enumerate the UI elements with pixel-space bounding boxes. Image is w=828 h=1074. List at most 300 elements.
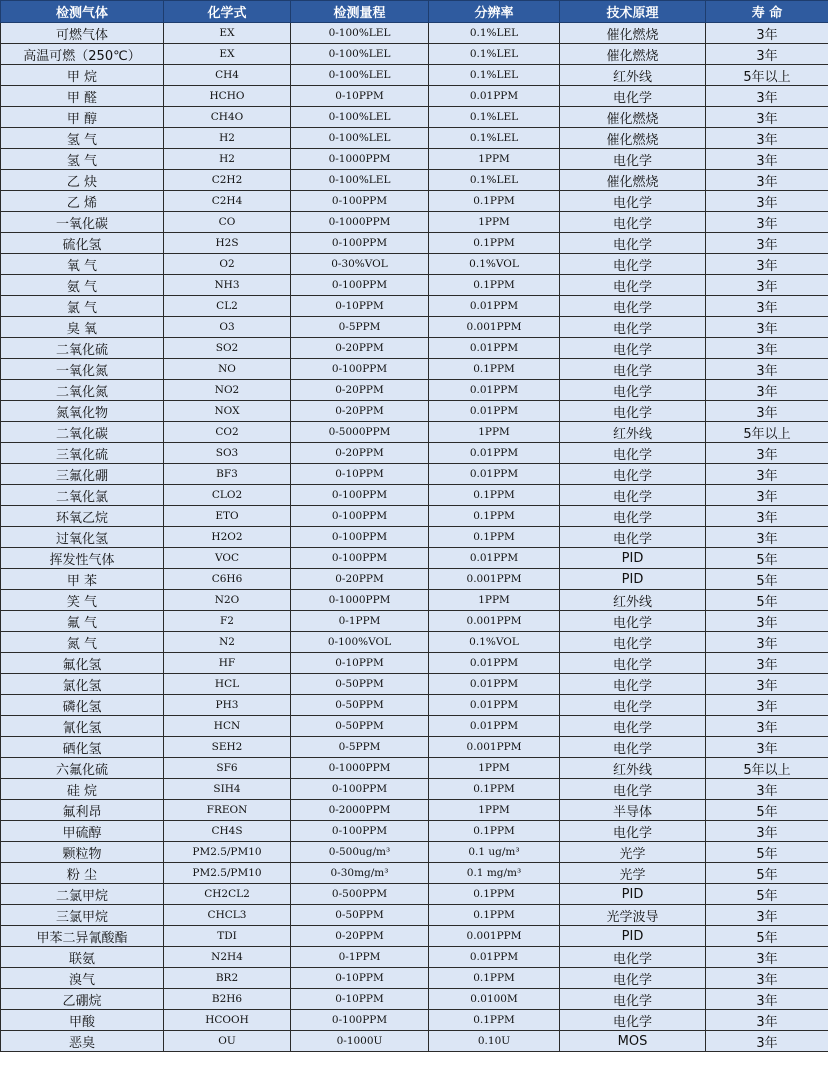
resolution-cell: 0.01PPM xyxy=(429,674,560,695)
gas-name-cell: 溴气 xyxy=(1,968,164,989)
principle-cell: 电化学 xyxy=(560,296,706,317)
formula-cell: CH2CL2 xyxy=(164,884,291,905)
lifespan-cell: 5年以上 xyxy=(706,422,828,443)
resolution-cell: 0.001PPM xyxy=(429,569,560,590)
table-row xyxy=(1,779,828,800)
gas-name-cell: 甲酸 xyxy=(1,1010,164,1031)
range-cell: 0-10PPM xyxy=(291,653,429,674)
header-row xyxy=(1,1,828,23)
range-cell: 0-5PPM xyxy=(291,317,429,338)
table-row xyxy=(1,968,828,989)
principle-cell: 催化燃烧 xyxy=(560,170,706,191)
formula-cell: CLO2 xyxy=(164,485,291,506)
range-cell: 0-1000PPM xyxy=(291,149,429,170)
lifespan-cell: 3年 xyxy=(706,821,828,842)
formula-cell: SO3 xyxy=(164,443,291,464)
resolution-cell: 0.1PPM xyxy=(429,359,560,380)
range-cell: 0-5PPM xyxy=(291,737,429,758)
gas-name-cell: 笑 气 xyxy=(1,590,164,611)
table-row xyxy=(1,107,828,128)
resolution-cell: 0.1%LEL xyxy=(429,44,560,65)
gas-name-cell: 粉 尘 xyxy=(1,863,164,884)
principle-cell: 电化学 xyxy=(560,968,706,989)
gas-name-cell: 甲 烷 xyxy=(1,65,164,86)
table-row xyxy=(1,884,828,905)
principle-cell: MOS xyxy=(560,1031,706,1052)
table-row xyxy=(1,275,828,296)
table-row xyxy=(1,842,828,863)
range-cell: 0-1PPM xyxy=(291,611,429,632)
formula-cell: PH3 xyxy=(164,695,291,716)
formula-cell: CHCL3 xyxy=(164,905,291,926)
gas-name-cell: 二氯甲烷 xyxy=(1,884,164,905)
lifespan-cell: 5年 xyxy=(706,569,828,590)
range-cell: 0-100PPM xyxy=(291,485,429,506)
principle-cell: 电化学 xyxy=(560,779,706,800)
range-cell: 0-30mg/m³ xyxy=(291,863,429,884)
resolution-cell: 0.1PPM xyxy=(429,233,560,254)
lifespan-cell: 5年 xyxy=(706,884,828,905)
principle-cell: 电化学 xyxy=(560,380,706,401)
gas-name-cell: 乙 烯 xyxy=(1,191,164,212)
principle-cell: 电化学 xyxy=(560,149,706,170)
table-row xyxy=(1,821,828,842)
gas-name-cell: 恶臭 xyxy=(1,1031,164,1052)
table-row xyxy=(1,674,828,695)
header-range: 检测量程 xyxy=(291,1,429,23)
gas-name-cell: 氮 气 xyxy=(1,632,164,653)
table-body xyxy=(1,23,828,1052)
lifespan-cell: 5年 xyxy=(706,863,828,884)
formula-cell: N2 xyxy=(164,632,291,653)
principle-cell: 光学波导 xyxy=(560,905,706,926)
lifespan-cell: 3年 xyxy=(706,653,828,674)
range-cell: 0-100%LEL xyxy=(291,23,429,44)
lifespan-cell: 3年 xyxy=(706,1031,828,1052)
resolution-cell: 0.0100M xyxy=(429,989,560,1010)
lifespan-cell: 5年以上 xyxy=(706,65,828,86)
range-cell: 0-50PPM xyxy=(291,674,429,695)
principle-cell: 电化学 xyxy=(560,443,706,464)
lifespan-cell: 5年 xyxy=(706,842,828,863)
lifespan-cell: 3年 xyxy=(706,506,828,527)
lifespan-cell: 3年 xyxy=(706,107,828,128)
resolution-cell: 0.1%LEL xyxy=(429,23,560,44)
range-cell: 0-20PPM xyxy=(291,569,429,590)
gas-name-cell: 甲苯二异氰酸酯 xyxy=(1,926,164,947)
gas-name-cell: 硅 烷 xyxy=(1,779,164,800)
table-row xyxy=(1,23,828,44)
principle-cell: 电化学 xyxy=(560,338,706,359)
resolution-cell: 0.1%LEL xyxy=(429,65,560,86)
resolution-cell: 0.001PPM xyxy=(429,737,560,758)
lifespan-cell: 3年 xyxy=(706,632,828,653)
principle-cell: 半导体 xyxy=(560,800,706,821)
header-gas: 检测气体 xyxy=(1,1,164,23)
gas-name-cell: 二氧化氮 xyxy=(1,380,164,401)
lifespan-cell: 3年 xyxy=(706,737,828,758)
lifespan-cell: 3年 xyxy=(706,716,828,737)
resolution-cell: 0.01PPM xyxy=(429,464,560,485)
table-row xyxy=(1,338,828,359)
gas-name-cell: 乙硼烷 xyxy=(1,989,164,1010)
principle-cell: 电化学 xyxy=(560,674,706,695)
principle-cell: 电化学 xyxy=(560,611,706,632)
table-row xyxy=(1,758,828,779)
formula-cell: SO2 xyxy=(164,338,291,359)
table-row xyxy=(1,380,828,401)
resolution-cell: 0.1PPM xyxy=(429,779,560,800)
range-cell: 0-500PPM xyxy=(291,884,429,905)
table-row xyxy=(1,65,828,86)
lifespan-cell: 3年 xyxy=(706,44,828,65)
gas-name-cell: 挥发性气体 xyxy=(1,548,164,569)
range-cell: 0-100PPM xyxy=(291,233,429,254)
principle-cell: 电化学 xyxy=(560,359,706,380)
range-cell: 0-20PPM xyxy=(291,338,429,359)
lifespan-cell: 3年 xyxy=(706,338,828,359)
gas-name-cell: 三氧化硫 xyxy=(1,443,164,464)
formula-cell: H2 xyxy=(164,128,291,149)
lifespan-cell: 3年 xyxy=(706,989,828,1010)
resolution-cell: 0.01PPM xyxy=(429,695,560,716)
lifespan-cell: 3年 xyxy=(706,23,828,44)
table-row xyxy=(1,737,828,758)
formula-cell: F2 xyxy=(164,611,291,632)
lifespan-cell: 3年 xyxy=(706,86,828,107)
principle-cell: 电化学 xyxy=(560,275,706,296)
range-cell: 0-1000PPM xyxy=(291,758,429,779)
lifespan-cell: 5年 xyxy=(706,590,828,611)
gas-name-cell: 二氧化氯 xyxy=(1,485,164,506)
resolution-cell: 0.01PPM xyxy=(429,548,560,569)
formula-cell: PM2.5/PM10 xyxy=(164,842,291,863)
range-cell: 0-10PPM xyxy=(291,464,429,485)
gas-name-cell: 臭 氧 xyxy=(1,317,164,338)
principle-cell: 电化学 xyxy=(560,632,706,653)
formula-cell: H2O2 xyxy=(164,527,291,548)
lifespan-cell: 3年 xyxy=(706,947,828,968)
table-row xyxy=(1,233,828,254)
formula-cell: CL2 xyxy=(164,296,291,317)
lifespan-cell: 3年 xyxy=(706,296,828,317)
resolution-cell: 0.01PPM xyxy=(429,296,560,317)
range-cell: 0-100%LEL xyxy=(291,170,429,191)
table-row xyxy=(1,317,828,338)
lifespan-cell: 3年 xyxy=(706,401,828,422)
lifespan-cell: 3年 xyxy=(706,212,828,233)
resolution-cell: 0.1 mg/m³ xyxy=(429,863,560,884)
range-cell: 0-1000PPM xyxy=(291,590,429,611)
header-lifespan: 寿 命 xyxy=(706,1,828,23)
gas-name-cell: 过氧化氢 xyxy=(1,527,164,548)
resolution-cell: 0.1%LEL xyxy=(429,128,560,149)
lifespan-cell: 3年 xyxy=(706,191,828,212)
resolution-cell: 0.1%VOL xyxy=(429,254,560,275)
resolution-cell: 1PPM xyxy=(429,800,560,821)
lifespan-cell: 3年 xyxy=(706,464,828,485)
table-row xyxy=(1,1010,828,1031)
range-cell: 0-100PPM xyxy=(291,359,429,380)
principle-cell: 电化学 xyxy=(560,653,706,674)
table-row xyxy=(1,359,828,380)
principle-cell: 电化学 xyxy=(560,947,706,968)
formula-cell: HCHO xyxy=(164,86,291,107)
resolution-cell: 0.001PPM xyxy=(429,611,560,632)
header-principle: 技术原理 xyxy=(560,1,706,23)
table-row xyxy=(1,926,828,947)
table-row xyxy=(1,212,828,233)
table-row xyxy=(1,296,828,317)
range-cell: 0-20PPM xyxy=(291,380,429,401)
principle-cell: PID xyxy=(560,569,706,590)
resolution-cell: 0.1PPM xyxy=(429,485,560,506)
principle-cell: 电化学 xyxy=(560,254,706,275)
formula-cell: CO2 xyxy=(164,422,291,443)
table-row xyxy=(1,611,828,632)
table-row xyxy=(1,443,828,464)
resolution-cell: 0.01PPM xyxy=(429,443,560,464)
formula-cell: HF xyxy=(164,653,291,674)
principle-cell: 电化学 xyxy=(560,233,706,254)
gas-name-cell: 氟化氢 xyxy=(1,653,164,674)
table-row xyxy=(1,548,828,569)
resolution-cell: 0.01PPM xyxy=(429,86,560,107)
resolution-cell: 0.1PPM xyxy=(429,968,560,989)
principle-cell: 电化学 xyxy=(560,989,706,1010)
table-row xyxy=(1,254,828,275)
principle-cell: 电化学 xyxy=(560,464,706,485)
table-row xyxy=(1,527,828,548)
table-row xyxy=(1,485,828,506)
formula-cell: CO xyxy=(164,212,291,233)
resolution-cell: 0.01PPM xyxy=(429,716,560,737)
principle-cell: 催化燃烧 xyxy=(560,23,706,44)
principle-cell: 催化燃烧 xyxy=(560,107,706,128)
principle-cell: 电化学 xyxy=(560,317,706,338)
range-cell: 0-100PPM xyxy=(291,275,429,296)
lifespan-cell: 3年 xyxy=(706,380,828,401)
range-cell: 0-100PPM xyxy=(291,506,429,527)
principle-cell: PID xyxy=(560,884,706,905)
lifespan-cell: 5年 xyxy=(706,548,828,569)
formula-cell: N2O xyxy=(164,590,291,611)
principle-cell: 电化学 xyxy=(560,86,706,107)
range-cell: 0-10PPM xyxy=(291,86,429,107)
formula-cell: CH4S xyxy=(164,821,291,842)
table-header xyxy=(1,1,828,23)
range-cell: 0-100PPM xyxy=(291,779,429,800)
range-cell: 0-100PPM xyxy=(291,548,429,569)
gas-name-cell: 乙 炔 xyxy=(1,170,164,191)
resolution-cell: 0.1PPM xyxy=(429,821,560,842)
resolution-cell: 0.1%LEL xyxy=(429,107,560,128)
range-cell: 0-100%LEL xyxy=(291,107,429,128)
formula-cell: HCOOH xyxy=(164,1010,291,1031)
resolution-cell: 0.1 ug/m³ xyxy=(429,842,560,863)
resolution-cell: 0.10U xyxy=(429,1031,560,1052)
table-row xyxy=(1,170,828,191)
resolution-cell: 0.001PPM xyxy=(429,926,560,947)
gas-name-cell: 硒化氢 xyxy=(1,737,164,758)
table-row xyxy=(1,422,828,443)
lifespan-cell: 3年 xyxy=(706,674,828,695)
formula-cell: BR2 xyxy=(164,968,291,989)
resolution-cell: 0.01PPM xyxy=(429,401,560,422)
table-row xyxy=(1,401,828,422)
formula-cell: HCN xyxy=(164,716,291,737)
principle-cell: 电化学 xyxy=(560,212,706,233)
lifespan-cell: 3年 xyxy=(706,905,828,926)
principle-cell: 光学 xyxy=(560,842,706,863)
gas-name-cell: 三氟化硼 xyxy=(1,464,164,485)
table-row xyxy=(1,590,828,611)
table-row xyxy=(1,149,828,170)
formula-cell: NH3 xyxy=(164,275,291,296)
gas-name-cell: 三氯甲烷 xyxy=(1,905,164,926)
gas-name-cell: 氰化氢 xyxy=(1,716,164,737)
gas-name-cell: 氟 气 xyxy=(1,611,164,632)
formula-cell: EX xyxy=(164,44,291,65)
formula-cell: BF3 xyxy=(164,464,291,485)
principle-cell: PID xyxy=(560,548,706,569)
resolution-cell: 0.01PPM xyxy=(429,653,560,674)
range-cell: 0-50PPM xyxy=(291,905,429,926)
range-cell: 0-20PPM xyxy=(291,926,429,947)
principle-cell: 电化学 xyxy=(560,191,706,212)
formula-cell: CH4 xyxy=(164,65,291,86)
table-row xyxy=(1,863,828,884)
principle-cell: 红外线 xyxy=(560,422,706,443)
principle-cell: 光学 xyxy=(560,863,706,884)
gas-name-cell: 氯化氢 xyxy=(1,674,164,695)
range-cell: 0-100PPM xyxy=(291,1010,429,1031)
formula-cell: HCL xyxy=(164,674,291,695)
formula-cell: NO2 xyxy=(164,380,291,401)
resolution-cell: 0.1%LEL xyxy=(429,170,560,191)
table-row xyxy=(1,947,828,968)
resolution-cell: 0.01PPM xyxy=(429,338,560,359)
table-row xyxy=(1,800,828,821)
lifespan-cell: 3年 xyxy=(706,527,828,548)
lifespan-cell: 3年 xyxy=(706,1010,828,1031)
gas-name-cell: 磷化氢 xyxy=(1,695,164,716)
gas-name-cell: 氢 气 xyxy=(1,128,164,149)
range-cell: 0-100%VOL xyxy=(291,632,429,653)
resolution-cell: 0.1%VOL xyxy=(429,632,560,653)
gas-name-cell: 高温可燃（250℃） xyxy=(1,44,164,65)
table-row xyxy=(1,653,828,674)
resolution-cell: 0.01PPM xyxy=(429,947,560,968)
gas-name-cell: 颗粒物 xyxy=(1,842,164,863)
lifespan-cell: 3年 xyxy=(706,359,828,380)
principle-cell: 催化燃烧 xyxy=(560,44,706,65)
resolution-cell: 0.1PPM xyxy=(429,884,560,905)
resolution-cell: 1PPM xyxy=(429,590,560,611)
range-cell: 0-10PPM xyxy=(291,989,429,1010)
formula-cell: B2H6 xyxy=(164,989,291,1010)
formula-cell: O2 xyxy=(164,254,291,275)
formula-cell: NOX xyxy=(164,401,291,422)
lifespan-cell: 3年 xyxy=(706,128,828,149)
range-cell: 0-2000PPM xyxy=(291,800,429,821)
principle-cell: 催化燃烧 xyxy=(560,128,706,149)
resolution-cell: 0.1PPM xyxy=(429,275,560,296)
principle-cell: 电化学 xyxy=(560,695,706,716)
resolution-cell: 0.1PPM xyxy=(429,506,560,527)
gas-name-cell: 可燃气体 xyxy=(1,23,164,44)
principle-cell: 电化学 xyxy=(560,821,706,842)
range-cell: 0-1000PPM xyxy=(291,212,429,233)
formula-cell: SIH4 xyxy=(164,779,291,800)
resolution-cell: 0.1PPM xyxy=(429,191,560,212)
gas-name-cell: 氧 气 xyxy=(1,254,164,275)
gas-name-cell: 氟利昂 xyxy=(1,800,164,821)
formula-cell: TDI xyxy=(164,926,291,947)
principle-cell: 电化学 xyxy=(560,506,706,527)
lifespan-cell: 3年 xyxy=(706,968,828,989)
table-row xyxy=(1,506,828,527)
range-cell: 0-100%LEL xyxy=(291,128,429,149)
range-cell: 0-30%VOL xyxy=(291,254,429,275)
header-resolution: 分辨率 xyxy=(429,1,560,23)
formula-cell: H2S xyxy=(164,233,291,254)
principle-cell: 电化学 xyxy=(560,401,706,422)
gas-name-cell: 硫化氢 xyxy=(1,233,164,254)
principle-cell: 红外线 xyxy=(560,65,706,86)
gas-name-cell: 氯 气 xyxy=(1,296,164,317)
table-row xyxy=(1,632,828,653)
table-row xyxy=(1,989,828,1010)
resolution-cell: 0.1PPM xyxy=(429,1010,560,1031)
formula-cell: CH4O xyxy=(164,107,291,128)
table-row xyxy=(1,464,828,485)
gas-name-cell: 氨 气 xyxy=(1,275,164,296)
resolution-cell: 1PPM xyxy=(429,422,560,443)
gas-name-cell: 联氨 xyxy=(1,947,164,968)
formula-cell: N2H4 xyxy=(164,947,291,968)
formula-cell: H2 xyxy=(164,149,291,170)
gas-name-cell: 氢 气 xyxy=(1,149,164,170)
principle-cell: 红外线 xyxy=(560,590,706,611)
range-cell: 0-100PPM xyxy=(291,191,429,212)
formula-cell: PM2.5/PM10 xyxy=(164,863,291,884)
table-row xyxy=(1,86,828,107)
range-cell: 0-50PPM xyxy=(291,695,429,716)
range-cell: 0-100PPM xyxy=(291,527,429,548)
lifespan-cell: 3年 xyxy=(706,149,828,170)
formula-cell: FREON xyxy=(164,800,291,821)
resolution-cell: 0.1PPM xyxy=(429,527,560,548)
range-cell: 0-20PPM xyxy=(291,443,429,464)
resolution-cell: 1PPM xyxy=(429,758,560,779)
table-row xyxy=(1,695,828,716)
formula-cell: VOC xyxy=(164,548,291,569)
gas-name-cell: 氮氧化物 xyxy=(1,401,164,422)
principle-cell: 电化学 xyxy=(560,737,706,758)
table-row xyxy=(1,569,828,590)
range-cell: 0-20PPM xyxy=(291,401,429,422)
principle-cell: 电化学 xyxy=(560,716,706,737)
gas-name-cell: 一氧化碳 xyxy=(1,212,164,233)
lifespan-cell: 5年 xyxy=(706,800,828,821)
range-cell: 0-50PPM xyxy=(291,716,429,737)
formula-cell: SEH2 xyxy=(164,737,291,758)
gas-name-cell: 环氧乙烷 xyxy=(1,506,164,527)
principle-cell: 红外线 xyxy=(560,758,706,779)
gas-name-cell: 甲硫醇 xyxy=(1,821,164,842)
formula-cell: C2H2 xyxy=(164,170,291,191)
